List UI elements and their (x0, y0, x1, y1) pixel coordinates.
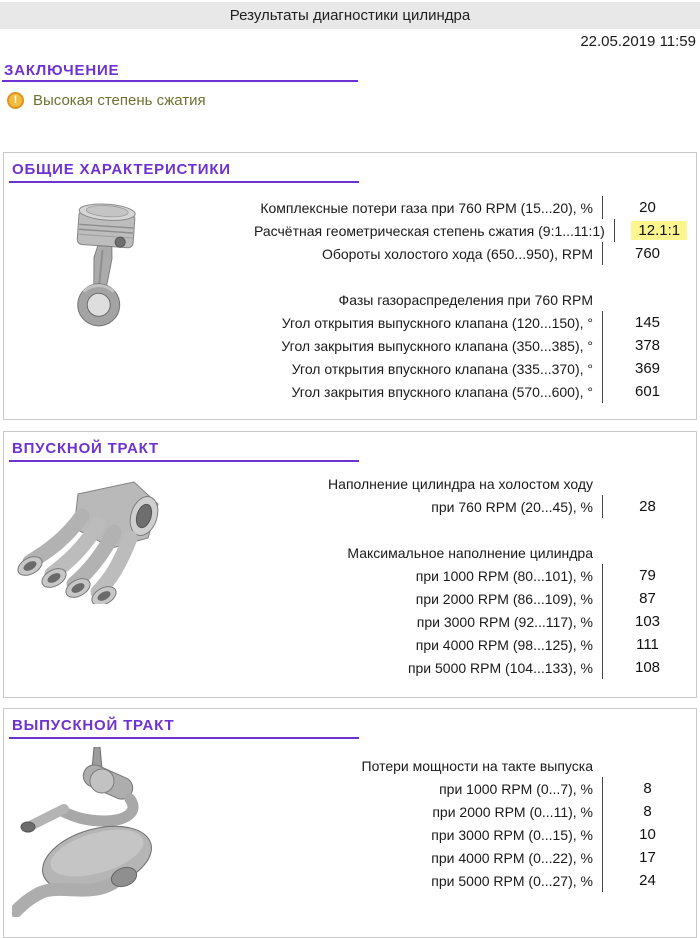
table-row-group-header: Наполнение цилиндра на холостом ходу (328, 475, 593, 492)
table-row-group-header: Фазы газораспределения при 760 RPM (338, 291, 593, 308)
table-row: при 5000 RPM (104...133), % 108 (254, 656, 692, 679)
table-row: Обороты холостого хода (650...950), RPM 760 (254, 242, 692, 265)
section-heading: ОБЩИЕ ХАРАКТЕРИСТИКИ (12, 161, 231, 178)
piston-image (56, 198, 151, 333)
table-row: при 760 RPM (20...45), % 28 (254, 495, 692, 518)
intake-manifold-image (16, 476, 176, 604)
table-row: Угол закрытия выпускного клапана (350...385), ° 378 (254, 334, 692, 357)
table-row: Угол открытия выпускного клапана (120...150), ° 145 (254, 311, 692, 334)
table-row: при 2000 RPM (86...109), % 87 (254, 587, 692, 610)
section-exhaust-tract (3, 708, 697, 938)
table-row: при 3000 RPM (0...15), % 10 (254, 823, 692, 846)
table-row-spacer (254, 518, 692, 541)
table-row: при 1000 RPM (80...101), % 79 (254, 564, 692, 587)
table-row: при 2000 RPM (0...11), % 8 (254, 800, 692, 823)
exhaust-muffler-image (12, 747, 177, 917)
section-heading: ВЫПУСКНОЙ ТРАКТ (12, 717, 175, 734)
table-row: при 5000 RPM (0...27), % 24 (254, 869, 692, 892)
report-title-bar (0, 2, 700, 29)
page-title: Результаты диагностики цилиндра (229, 7, 471, 24)
highlighted-value: 12.1:1 (631, 221, 687, 240)
table-row: при 1000 RPM (0...7), % 8 (254, 777, 692, 800)
conclusion-message: Высокая степень сжатия (33, 92, 206, 109)
warning-icon: ! (7, 92, 24, 109)
section-intake-tract (3, 431, 697, 698)
section-heading: ВПУСКНОЙ ТРАКТ (12, 440, 159, 457)
section-heading-underline (9, 460, 359, 462)
report-datetime: 22.05.2019 11:59 (580, 33, 696, 50)
table-row: Угол закрытия впускного клапана (570...600), ° 601 (254, 380, 692, 403)
table-row: Расчётная геометрическая степень сжатия (9:1...11:1) 12.1:1 (254, 219, 692, 242)
table-row: при 4000 RPM (0...22), % 17 (254, 846, 692, 869)
conclusion-heading-underline (2, 80, 358, 82)
table-row-group-header: Максимальное наполнение цилиндра (347, 544, 593, 561)
table-row: при 4000 RPM (98...125), % 111 (254, 633, 692, 656)
conclusion-row (7, 92, 206, 109)
table-row: при 3000 RPM (92...117), % 103 (254, 610, 692, 633)
table-row: Угол открытия впускного клапана (335...370), ° 369 (254, 357, 692, 380)
section-heading-underline (9, 181, 359, 183)
table-row-group-header: Потери мощности на такте выпуска (361, 757, 593, 774)
general-characteristics-table (254, 196, 692, 403)
exhaust-tract-table (254, 754, 692, 892)
intake-tract-table (254, 472, 692, 679)
section-general-characteristics (3, 152, 697, 420)
table-row-spacer (254, 265, 692, 288)
conclusion-heading: ЗАКЛЮЧЕНИЕ (4, 62, 120, 79)
section-heading-underline (9, 737, 359, 739)
table-row: Комплексные потери газа при 760 RPM (15...20), % 20 (254, 196, 692, 219)
